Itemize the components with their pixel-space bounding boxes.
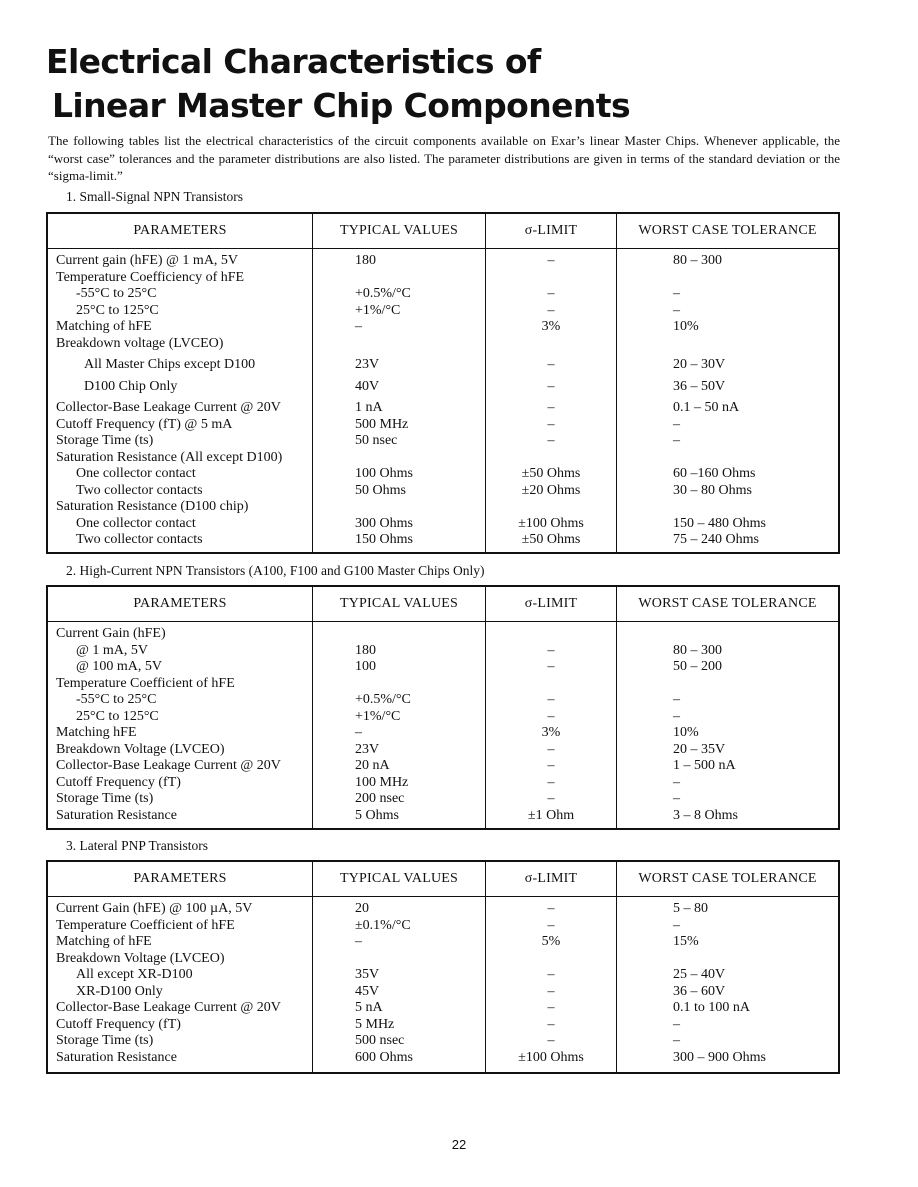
table-cell: Saturation Resistance (D100 chip) xyxy=(56,499,249,514)
table-cell: 80 – 300 xyxy=(673,253,722,268)
table-cell: 180 xyxy=(355,253,376,268)
table-header-row xyxy=(48,862,838,897)
header-worst-case: WORST CASE TOLERANCE xyxy=(638,871,817,886)
table-cell xyxy=(486,450,616,467)
table-cell: 5 Ohms xyxy=(355,807,399,823)
table-cell: Breakdown voltage (LVCEO) xyxy=(56,335,224,351)
table-cell: 50 nsec xyxy=(355,433,398,448)
table-cell: 75 – 240 Ohms xyxy=(673,532,759,547)
table-cell: 1 nA xyxy=(355,400,383,415)
table-cell xyxy=(486,270,616,287)
table-high-current-npn xyxy=(46,585,840,830)
table-cell: 5 nA xyxy=(355,1000,383,1015)
page-title xyxy=(46,40,806,128)
table-cell: ±100 Ohms xyxy=(518,515,584,531)
table-cell: 20 – 35V xyxy=(673,741,726,757)
table-cell: 200 nsec xyxy=(355,791,405,806)
table-cell: – xyxy=(547,357,555,372)
worst-case-column xyxy=(617,249,838,552)
table-cell xyxy=(313,450,485,467)
table-cell: -55°C to 25°C xyxy=(76,286,157,301)
table-cell: 0.1 to 100 nA xyxy=(673,1000,750,1015)
worst-case-column xyxy=(617,622,838,828)
table-cell: – xyxy=(547,378,555,394)
table-cell: 20 – 30V xyxy=(673,357,726,372)
parameters-column xyxy=(48,622,313,828)
table-cell: ±50 Ohms xyxy=(521,466,581,481)
table-cell: All Master Chips except D100 xyxy=(84,357,256,372)
table-cell xyxy=(617,450,838,467)
section-heading-1: 1. Small-Signal NPN Transistors xyxy=(66,189,244,204)
table-cell: 40V xyxy=(355,378,380,394)
section-heading-3: 3. Lateral PNP Transistors xyxy=(66,838,209,853)
table-cell: – xyxy=(547,901,555,916)
table-cell: +0.5%/°C xyxy=(355,286,411,301)
table-cell: 25 – 40V xyxy=(673,967,726,982)
table-cell: 0.1 – 50 nA xyxy=(673,400,740,415)
table-cell: Current Gain (hFE) xyxy=(56,626,166,641)
table-cell xyxy=(617,676,838,693)
header-sigma-limit: σ-LIMIT xyxy=(486,587,617,621)
table-cell: Cutoff Frequency (fT) xyxy=(56,774,181,790)
table-cell: One collector contact xyxy=(76,515,196,531)
table-cell: 5 MHz xyxy=(355,1016,395,1032)
table-cell: 500 MHz xyxy=(355,416,409,432)
table-header-row xyxy=(48,587,838,622)
table-cell: – xyxy=(355,725,362,740)
table-cell: ±100 Ohms xyxy=(518,1049,584,1065)
table-cell xyxy=(313,336,485,353)
table-cell xyxy=(617,270,838,287)
table-cell: 23V xyxy=(355,741,380,757)
table-cell: – xyxy=(673,917,680,933)
table-cell: ±20 Ohms xyxy=(521,482,581,498)
table-small-signal-npn xyxy=(46,212,840,554)
table-cell: 300 – 900 Ohms xyxy=(673,1049,766,1065)
table-cell xyxy=(486,336,616,353)
header-worst-case: WORST CASE TOLERANCE xyxy=(638,596,817,611)
table-cell: – xyxy=(547,774,555,790)
table-cell: Breakdown Voltage (LVCEO) xyxy=(56,950,225,966)
table-cell: 35V xyxy=(355,967,380,982)
table-cell: Matching of hFE xyxy=(56,934,152,949)
table-cell: 80 – 300 xyxy=(673,642,722,658)
table-cell: 5% xyxy=(541,934,561,949)
table-cell: ±1 Ohm xyxy=(527,807,575,823)
typical-values-column xyxy=(313,622,486,828)
table-cell: 36 – 60V xyxy=(673,983,726,999)
table-cell: +1%/°C xyxy=(355,708,401,724)
table-cell: 36 – 50V xyxy=(673,378,726,394)
table-cell xyxy=(313,499,485,516)
table-cell xyxy=(486,951,616,968)
table-cell: 20 nA xyxy=(355,758,390,773)
table-cell xyxy=(486,676,616,693)
table-cell: Saturation Resistance (All except D100) xyxy=(56,449,283,465)
worst-case-column xyxy=(617,897,838,1072)
table-cell: – xyxy=(673,774,680,790)
table-cell: Temperature Coefficient of hFE xyxy=(56,675,235,691)
header-typical-values: TYPICAL VALUES xyxy=(313,214,486,248)
table-body xyxy=(48,622,838,828)
table-cell: – xyxy=(547,286,555,301)
table-cell: – xyxy=(547,741,555,757)
table-cell: 10% xyxy=(673,725,699,740)
table-cell: Storage Time (ts) xyxy=(56,791,154,806)
table-cell: 1 – 500 nA xyxy=(673,758,736,773)
table-cell: – xyxy=(547,659,555,674)
table-cell: Matching hFE xyxy=(56,725,137,740)
table-cell: Current gain (hFE) @ 1 mA, 5V xyxy=(56,253,239,268)
table-cell: – xyxy=(547,791,555,806)
table-cell: 10% xyxy=(673,319,699,334)
table-cell: – xyxy=(547,1016,555,1032)
table-cell: – xyxy=(547,708,555,724)
table-cell: ±50 Ohms xyxy=(521,532,581,547)
table-cell: – xyxy=(673,433,680,448)
table-cell: – xyxy=(673,791,680,806)
table-cell: – xyxy=(547,1033,555,1048)
header-sigma-limit: σ-LIMIT xyxy=(486,214,617,248)
header-sigma-limit: σ-LIMIT xyxy=(486,862,617,896)
table-cell xyxy=(617,336,838,353)
table-cell: 3% xyxy=(541,319,561,334)
table-cell: 100 xyxy=(355,659,376,674)
table-cell: 180 xyxy=(355,642,376,658)
table-cell: +0.5%/°C xyxy=(355,692,411,707)
table-cell: @ 100 mA, 5V xyxy=(76,659,163,674)
table-cell: Cutoff Frequency (fT) @ 5 mA xyxy=(56,416,233,432)
table-cell: Collector-Base Leakage Current @ 20V xyxy=(56,1000,281,1015)
table-cell: – xyxy=(673,1016,680,1032)
sigma-limit-column xyxy=(486,622,617,828)
table-cell: – xyxy=(547,642,555,658)
section-heading-2: 2. High-Current NPN Transistors (A100, F100 and G100 Master Chips Only) xyxy=(66,563,485,578)
table-cell: 25°C to 125°C xyxy=(76,302,159,318)
table-cell: Collector-Base Leakage Current @ 20V xyxy=(56,400,281,415)
table-cell: – xyxy=(355,319,362,334)
table-cell: – xyxy=(673,286,680,301)
table-cell: – xyxy=(547,758,555,773)
table-cell: 20 xyxy=(355,901,369,916)
table-cell: 45V xyxy=(355,983,380,999)
table-cell: – xyxy=(673,302,680,318)
table-cell: – xyxy=(547,302,555,318)
page-number: 22 xyxy=(451,1137,467,1152)
table-cell xyxy=(313,626,485,643)
table-cell: – xyxy=(547,692,555,707)
table-cell: – xyxy=(547,400,555,415)
table-cell: – xyxy=(547,1000,555,1015)
typical-values-column xyxy=(313,249,486,552)
header-typical-values: TYPICAL VALUES xyxy=(313,587,486,621)
header-parameters: PARAMETERS xyxy=(48,862,313,896)
table-cell: 15% xyxy=(673,934,699,949)
table-cell: 100 Ohms xyxy=(355,466,413,481)
table-cell xyxy=(486,499,616,516)
table-cell: – xyxy=(673,1033,680,1048)
table-cell xyxy=(486,626,616,643)
header-parameters: PARAMETERS xyxy=(48,587,313,621)
parameters-column xyxy=(48,249,313,552)
table-cell: Matching of hFE xyxy=(56,319,152,334)
intro-paragraph: The following tables list the electrical characteristics of the circuit components available on Exar’s linear Master Chips. Whenever applicable, the “worst case” tolerances and the parameter distributions are also listed. The parameter distributions are given in terms of the standard deviation or the “sigma-limit.” xyxy=(48,133,840,183)
table-cell: – xyxy=(673,416,680,432)
table-cell xyxy=(617,626,838,643)
table-cell: Two collector contacts xyxy=(76,482,203,498)
table-cell: Saturation Resistance xyxy=(56,807,177,823)
table-cell: 50 – 200 xyxy=(673,659,722,674)
header-parameters: PARAMETERS xyxy=(48,214,313,248)
table-cell: 3% xyxy=(541,725,561,740)
table-cell: D100 Chip Only xyxy=(84,378,178,394)
table-cell: Saturation Resistance xyxy=(56,1049,177,1065)
table-cell: Temperature Coefficient of hFE xyxy=(56,917,235,933)
table-cell: 30 – 80 Ohms xyxy=(673,482,752,498)
table-cell: 600 Ohms xyxy=(355,1049,413,1065)
table-cell: – xyxy=(547,983,555,999)
table-cell: Collector-Base Leakage Current @ 20V xyxy=(56,758,281,773)
table-cell xyxy=(617,499,838,516)
table-cell: 100 MHz xyxy=(355,774,409,790)
table-cell: – xyxy=(673,708,680,724)
header-worst-case: WORST CASE TOLERANCE xyxy=(638,223,817,238)
table-cell: 5 – 80 xyxy=(673,901,708,916)
table-cell xyxy=(313,951,485,968)
table-cell: 23V xyxy=(355,357,380,372)
table-cell: Current Gain (hFE) @ 100 µA, 5V xyxy=(56,901,253,916)
table-cell: – xyxy=(547,917,555,933)
table-cell: 3 – 8 Ohms xyxy=(673,807,738,823)
table-cell: -55°C to 25°C xyxy=(76,692,157,707)
table-body xyxy=(48,897,838,1072)
table-cell: – xyxy=(547,433,555,448)
table-cell: 60 –160 Ohms xyxy=(673,466,756,481)
title-line-1: Electrical Characteristics of xyxy=(46,42,541,81)
typical-values-column xyxy=(313,897,486,1072)
table-cell: Storage Time (ts) xyxy=(56,1033,154,1048)
table-cell: Cutoff Frequency (fT) xyxy=(56,1016,181,1032)
title-line-2: Linear Master Chip Components xyxy=(52,86,631,125)
table-cell: – xyxy=(547,253,555,268)
table-cell: – xyxy=(547,967,555,982)
table-cell: 50 Ohms xyxy=(355,482,406,498)
table-cell: ±0.1%/°C xyxy=(355,917,411,933)
table-cell: – xyxy=(355,934,362,949)
parameters-column xyxy=(48,897,313,1072)
table-cell: 300 Ohms xyxy=(355,515,413,531)
table-cell xyxy=(617,951,838,968)
table-cell: 150 – 480 Ohms xyxy=(673,515,766,531)
table-cell: 25°C to 125°C xyxy=(76,708,159,724)
table-cell: – xyxy=(673,692,680,707)
table-cell: Temperature Coefficiency of hFE xyxy=(56,269,245,285)
table-cell: Breakdown Voltage (LVCEO) xyxy=(56,741,225,757)
table-cell: – xyxy=(547,416,555,432)
sigma-limit-column xyxy=(486,249,617,552)
table-cell: 150 Ohms xyxy=(355,532,413,547)
table-cell: XR-D100 Only xyxy=(76,983,163,999)
table-header-row xyxy=(48,214,838,249)
header-typical-values: TYPICAL VALUES xyxy=(313,862,486,896)
table-cell: +1%/°C xyxy=(355,302,401,318)
table-cell: Two collector contacts xyxy=(76,532,203,547)
table-cell: One collector contact xyxy=(76,466,196,481)
sigma-limit-column xyxy=(486,897,617,1072)
table-body xyxy=(48,249,838,552)
table-cell: Storage Time (ts) xyxy=(56,433,154,448)
table-cell: All except XR-D100 xyxy=(76,967,193,982)
table-cell xyxy=(313,676,485,693)
table-lateral-pnp xyxy=(46,860,840,1074)
table-cell: 500 nsec xyxy=(355,1033,405,1048)
table-cell: @ 1 mA, 5V xyxy=(76,642,149,658)
table-cell xyxy=(313,270,485,287)
